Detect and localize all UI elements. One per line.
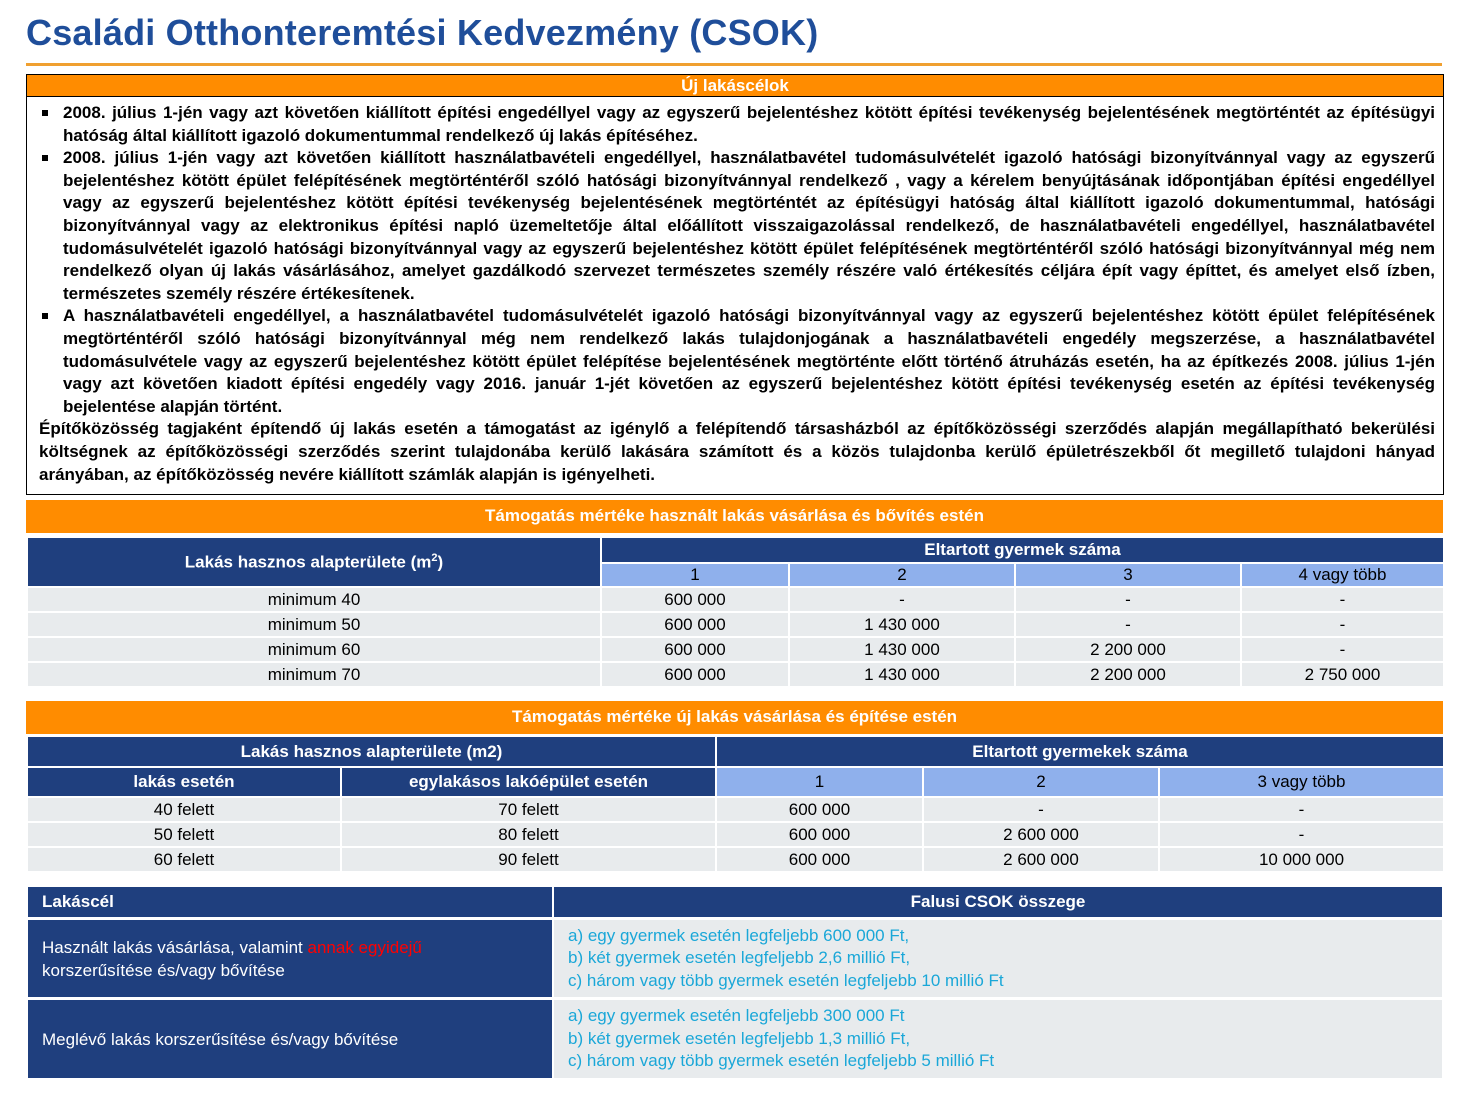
bullet-item: 2008. július 1-jén vagy azt követően kiállított használatbavételi engedéllyel, használatbavétel tudomásulvételét igazoló hatósági bizonyítvánnyal vagy az egyszerű bejelentéshez kötött épület felépítésének megtörténtéről szóló hatósági bizonyítvánnyal rendelkező , vagy a kérelem benyújtásának időpontjában építési engedéllyel vagy az egyszerű bejelentéshez kötött építési tevékenység bejelentésének megtörténtét az építésügyi hatóság által kiállított igazoló dokumentummal, hatósági bizonyítvánnyal vagy az elektronikus építési napló üzemeltetője által előállított visszaigazolással rendelkező, de használatbavételi engedéllyel, használatbavétel tudomásulvételét igazoló hatósági bizonyítvánnyal vagy az egyszerű bejelentéshez kötött épület felépítésének megtörténtéről szóló hatósági bizonyítvánnyal még nem rendelkező olyan új lakás vásárlásához, amelyet gazdálkodó szervezet természetes személy részére való értékesítés céljára épít vagy építtet, és amelyet első ízben, természetes személy részére értékesítenek. — [39, 147, 1435, 305]
flat-cell: 60 felett — [28, 848, 342, 873]
bullet-item: A használatbavételi engedéllyel, a használatbavétel tudomásulvételét igazoló hatósági bizonyítvánnyal vagy az egyszerű bejelentéshez kötött épület felépítésének megtörténtéről szóló hatósági bizonyítvánnyal még nem rendelkező lakás tulajdonjogának a használatbavételi engedély megszerzése, a használatbavétel tudomásulvétele vagy az egyszerű bejelentéshez kötött épület felépítése bejelentésének megtörténte előtt történő átruházás esetén, ha az építkezés 2008. július 1-jén vagy azt követően kiadott építési engedély vagy 2016. január 1-jét követően az egyszerű bejelentéshez kötött építési tevékenység esetén az építési tevékenység bejelentése alapján történt. — [39, 305, 1435, 418]
house-cell: 70 felett — [342, 798, 717, 823]
house-cell: 80 felett — [342, 823, 717, 848]
area-cell: minimum 50 — [28, 613, 602, 638]
value-cell: - — [1242, 638, 1443, 663]
table-row — [28, 613, 1443, 638]
flat-subheader: lakás esetén — [28, 768, 342, 798]
child-col-header: 3 vagy több — [1160, 768, 1443, 798]
area-header: Lakás hasznos alapterülete (m2) — [28, 737, 717, 768]
children-header: Eltartott gyermek száma — [602, 538, 1443, 564]
child-col-header: 1 — [717, 768, 924, 798]
value-cell: 1 430 000 — [790, 613, 1016, 638]
child-col-header: 2 — [790, 564, 1016, 588]
page-title: Családi Otthonteremtési Kedvezmény (CSOK) — [26, 12, 819, 53]
new-table-bar: Támogatás mértéke új lakás vásárlása és építése estén — [26, 701, 1443, 734]
value-cell: - — [1242, 613, 1443, 638]
bullet-item: 2008. július 1-jén vagy azt követően kiállított építési engedéllyel vagy az egyszerű bejelentéshez kötött építési tevékenység bejelentésének megtörténtét az építésügyi hatóság által kiállított igazoló dokumentummal rendelkező új lakás építéséhez. — [39, 102, 1435, 147]
title-underline — [26, 63, 1442, 66]
value-cell: - — [1160, 798, 1443, 823]
value-cell: 2 200 000 — [1016, 663, 1242, 688]
value-cell: 600 000 — [717, 798, 924, 823]
area-cell: minimum 60 — [28, 638, 602, 663]
value-cell: 10 000 000 — [1160, 848, 1443, 873]
children-header: Eltartott gyermekek száma — [717, 737, 1443, 768]
used-home-table — [28, 538, 1443, 688]
table-row — [28, 823, 1443, 848]
table-row — [28, 638, 1443, 663]
value-cell: - — [1242, 588, 1443, 613]
area-header: Lakás hasznos alapterülete $(m^2)$ — [28, 538, 602, 588]
flat-cell: 40 felett — [28, 798, 342, 823]
value-cell: 600 000 — [602, 588, 790, 613]
goal-cell: Meglévő lakás korszerűsítése és/vagy bővítése — [28, 1000, 554, 1081]
community-paragraph: Építőközösség tagjaként építendő új lakás esetén a támogatást az igénylő a felépítendő társasházból az építőközösségi szerződés alapján megállapítható bekerülési költségnek az építőközösségi szerződés szerint tulajdonába kerülő lakására számított és a közös tulajdonba kerülő épületrészekből őt megillető tulajdoni hányad arányában, az építőközösség nevére kiállított számlák alapján is igényelheti. — [39, 419, 1435, 484]
table-row — [28, 1000, 1442, 1081]
new-homes-body — [27, 97, 1443, 486]
value-cell: 2 200 000 — [1016, 638, 1242, 663]
value-cell: - — [1016, 613, 1242, 638]
value-cell: 1 430 000 — [790, 638, 1016, 663]
area-cell: minimum 40 — [28, 588, 602, 613]
table-row — [28, 848, 1443, 873]
value-cell: 2 750 000 — [1242, 663, 1443, 688]
amount-cell: a) egy gyermek esetén legfeljebb 300 000 Ft b) két gyermek esetén legfeljebb 1,3 millió Ft, c) három vagy több gyermek esetén legfeljebb 5 millió Ft — [554, 1000, 1442, 1081]
table-row — [28, 588, 1443, 613]
goal-header: Lakáscél — [28, 887, 554, 920]
value-cell: 600 000 — [717, 848, 924, 873]
value-cell: 2 600 000 — [924, 848, 1160, 873]
child-col-header: 1 — [602, 564, 790, 588]
used-table-bar: Támogatás mértéke használt lakás vásárlása és bővítés estén — [26, 500, 1443, 533]
flat-cell: 50 felett — [28, 823, 342, 848]
new-homes-heading: Új lakáscélok — [27, 75, 1443, 97]
value-cell: 1 430 000 — [790, 663, 1016, 688]
new-homes-box — [26, 74, 1444, 495]
new-home-table — [28, 737, 1443, 873]
value-cell: - — [790, 588, 1016, 613]
value-cell: 600 000 — [602, 663, 790, 688]
area-cell: minimum 70 — [28, 663, 602, 688]
value-cell: 600 000 — [717, 823, 924, 848]
value-cell: - — [924, 798, 1160, 823]
value-cell: - — [1016, 588, 1242, 613]
child-col-header: 4 vagy több — [1242, 564, 1443, 588]
table-row — [28, 920, 1442, 1000]
amount-header: Falusi CSOK összege — [554, 887, 1442, 920]
value-cell: 600 000 — [602, 613, 790, 638]
value-cell: 2 600 000 — [924, 823, 1160, 848]
village-csok-table — [28, 887, 1442, 1081]
value-cell: - — [1160, 823, 1443, 848]
value-cell: 600 000 — [602, 638, 790, 663]
amount-cell: a) egy gyermek esetén legfeljebb 600 000 Ft, b) két gyermek esetén legfeljebb 2,6 millió Ft, c) három vagy több gyermek esetén legfeljebb 10 millió Ft — [554, 920, 1442, 1000]
house-subheader: egylakásos lakóépület esetén — [342, 768, 717, 798]
table-row — [28, 663, 1443, 688]
goal-cell: Használt lakás vásárlása, valamint annak egyidejű korszerűsítése és/vagy bővítése — [28, 920, 554, 1000]
child-col-header: 2 — [924, 768, 1160, 798]
house-cell: 90 felett — [342, 848, 717, 873]
child-col-header: 3 — [1016, 564, 1242, 588]
table-row — [28, 798, 1443, 823]
